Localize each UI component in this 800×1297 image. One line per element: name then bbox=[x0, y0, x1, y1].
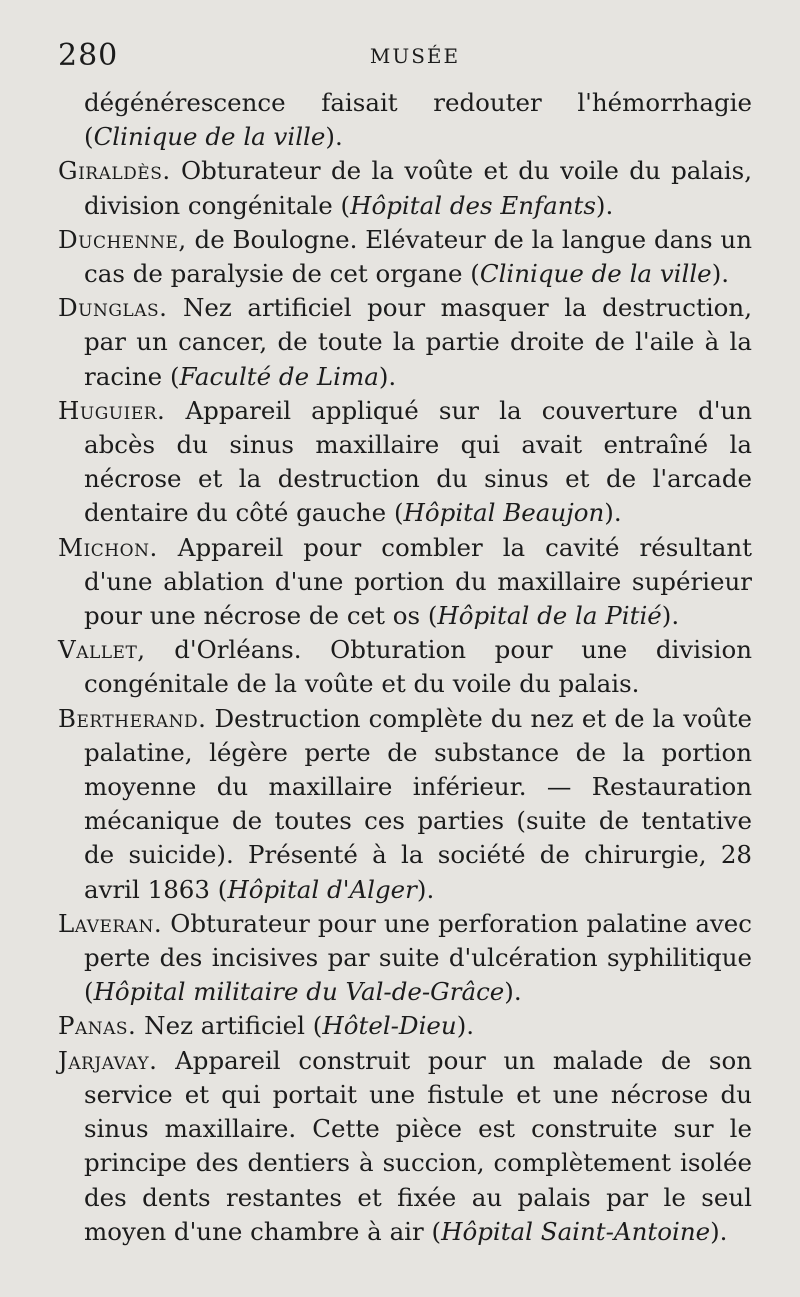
entry-text: Appareil construit pour un malade de son service et qui portait une fistule et une nécrose du sinus maxillaire. Cette pièce est construite sur le principe des dentiers à succion, complètement isolée des dents restantes et fixée au palais par le seul moyen d'une chambre à air ( bbox=[84, 1045, 752, 1246]
entry-continuation bbox=[58, 86, 752, 154]
entry-laveran bbox=[58, 907, 752, 1010]
entry-place: Hôpital Saint-Antoine bbox=[441, 1216, 711, 1246]
entry-text: dégénérescence faisait redouter l'hémorrhagie ( bbox=[84, 88, 752, 152]
entry-dunglas bbox=[58, 291, 752, 394]
page-body bbox=[58, 86, 752, 1249]
entry-huguier bbox=[58, 394, 752, 531]
entry-place: Hôpital des Enfants bbox=[350, 190, 596, 220]
entry-name: Laveran. bbox=[58, 908, 163, 938]
entry-name: Duchenne, bbox=[58, 224, 187, 254]
entry-text: d'Orléans. Obturation pour une division congénitale de la voûte et du voile du palais. bbox=[84, 635, 752, 699]
entry-place: Hôpital Beaujon bbox=[403, 498, 605, 528]
entry-tail: ). bbox=[661, 601, 680, 631]
running-head bbox=[58, 0, 752, 73]
entry-text: Nez artificiel pour masquer la destruction, par un cancer, de toute la partie droite de l'aile à la racine ( bbox=[84, 293, 752, 391]
entry-panas bbox=[58, 1009, 752, 1043]
entry-tail: ). bbox=[710, 1216, 728, 1246]
entry-name: Huguier. bbox=[58, 395, 166, 425]
entry-jarjavay bbox=[58, 1044, 752, 1249]
entry-name: Panas. bbox=[58, 1011, 137, 1041]
entry-place: Hôpital militaire du Val-de-Grâce bbox=[93, 977, 505, 1007]
entry-tail: ). bbox=[604, 498, 622, 528]
entry-text: Obturateur de la voûte et du voile du palais, division congénitale ( bbox=[84, 156, 752, 220]
entry-vallet bbox=[58, 633, 752, 701]
page-number: 280 bbox=[58, 38, 119, 73]
entry-text: Appareil pour combler la cavité résultant d'une ablation d'une portion du maxillaire supérieur pour une nécrose de cet os ( bbox=[84, 532, 752, 631]
entry-bertherand bbox=[58, 702, 752, 907]
entry-giraldes bbox=[58, 154, 752, 222]
entry-tail: ). bbox=[456, 1011, 475, 1041]
entry-tail: ). bbox=[378, 361, 397, 391]
entry-michon bbox=[58, 531, 752, 634]
entry-tail: ). bbox=[595, 190, 614, 220]
entry-tail: ). bbox=[504, 977, 522, 1007]
entry-name: Jarjavay. bbox=[58, 1045, 158, 1075]
entry-duchenne bbox=[58, 223, 752, 291]
entry-text: de Boulogne. Elévateur de la langue dans un cas de paralysie de cet organe ( bbox=[84, 224, 752, 289]
entry-tail: ). bbox=[325, 122, 343, 152]
entry-place: Faculté de Lima bbox=[179, 361, 379, 391]
entry-tail: ). bbox=[416, 874, 435, 904]
entry-text: Appareil appliqué sur la couverture d'un abcès du sinus maxillaire qui avait entraîné la nécrose et la destruction du sinus et de l'arcade dentaire du côté gauche ( bbox=[84, 395, 752, 528]
entry-text: Nez artificiel ( bbox=[136, 1011, 323, 1041]
running-title: MUSÉE bbox=[369, 44, 461, 68]
entry-place: Hôtel-Dieu bbox=[322, 1011, 457, 1041]
entry-place: Clinique de la ville bbox=[93, 122, 326, 152]
entry-place: Hôpital d'Alger bbox=[227, 874, 417, 904]
entry-place: Clinique de la ville bbox=[479, 259, 712, 289]
entry-text: Obturateur pour une perforation palatine avec perte des incisives par suite d'ulcération syphilitique ( bbox=[84, 908, 752, 1007]
entry-name: Dunglas. bbox=[58, 293, 168, 323]
entry-name: Bertherand. bbox=[58, 703, 207, 733]
entry-name: Vallet, bbox=[58, 635, 146, 665]
entry-text: Destruction complète du nez et de la voûte palatine, légère perte de substance de la portion moyenne du maxillaire inférieur. — Restauration mécanique de toutes ces parties (suite de tentative de suicide). Présenté à la société de chirurgie, 28 avril 1863 ( bbox=[84, 703, 752, 904]
entry-tail: ). bbox=[711, 259, 730, 289]
entry-name: Michon. bbox=[58, 532, 158, 562]
entry-name: Giraldès. bbox=[58, 156, 171, 186]
entry-place: Hôpital de la Pitié bbox=[437, 601, 662, 631]
